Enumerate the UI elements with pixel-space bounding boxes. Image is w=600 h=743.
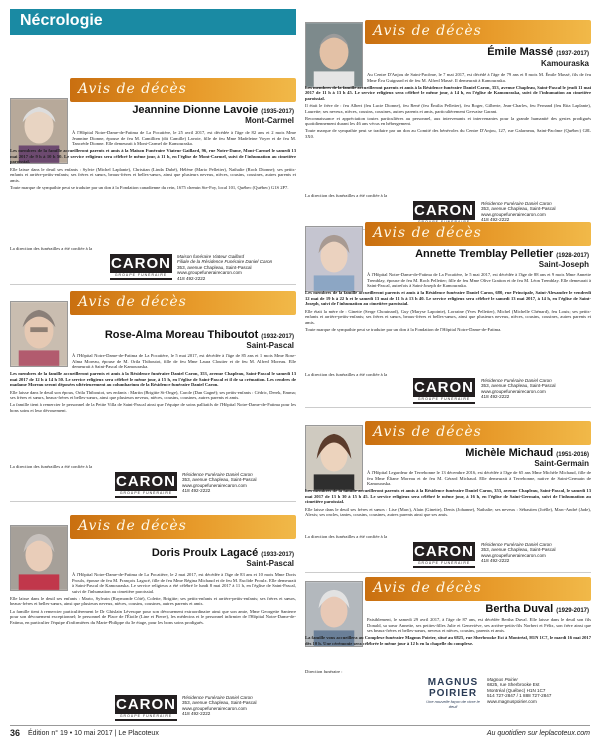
website-link[interactable]: Au quotidien sur leplacoteux.com (486, 730, 590, 737)
caron-logo: CARON GROUPE FUNÉRAIRE (110, 254, 172, 280)
notice-banner-label: Avis de décès (78, 81, 187, 97)
direction-label: Direction funéraire : (305, 669, 343, 674)
deceased-place: Mont-Carmel (245, 116, 294, 125)
notice-banner-label: Avis de décès (373, 23, 482, 39)
deceased-place: Saint-Pascal (246, 341, 294, 350)
deceased-name: Jeannine Dionne Lavoie (1935-2017) (132, 104, 294, 116)
notice-banner-label: Avis de décès (373, 225, 482, 241)
funeral-home-contact: Résidence Funéraire Daniel Caron 353, avenue Chapleau, Saint-Pascal www.groupefunerairecaron.com 418 492-2222 (481, 201, 556, 223)
deceased-name: Annette Tremblay Pelletier (1928-2017) (415, 248, 589, 260)
notice-text: Paisiblement, le samedi 29 avril 2017, à l'âge de 87 ans, est décédée Bertha Duval. Elle laisse dans le deuil son fils Donald, sa sœur Annette, ses petites-filles Julie et Geneviève, ses arrière-petits-fils Norbert et Félix, son frère ainsi que ses beaux-frères et belles-sœurs, neveux et nièces, cousins, parents et amis. La famille vous accueillera au Complexe funéraire Magnus Poirier, situé au 6825, rue Sherbrooke Est à Montréal, H1N 1C7, le mardi 16 mai 2017 dès 10 h. Une cérémonie sera célébrée le même jour à 12 h en la chapelle du complexe. (305, 617, 591, 646)
deceased-place: Saint-Joseph (538, 260, 589, 269)
notice-banner-label: Avis de décès (78, 294, 187, 310)
funeral-home-contact: Résidence Funéraire Daniel Caron 353, avenue Chapleau, Saint-Pascal www.groupefunerairecaron.com 418 492-2222 (182, 695, 257, 717)
deceased-place: Saint-Germain (534, 459, 589, 468)
caron-logo: CARON GROUPE FUNÉRAIRE (115, 695, 177, 721)
caron-logo: CARON GROUPE FUNÉRAIRE (413, 542, 475, 568)
magnus-poirier-logo: MAGNUS POIRIER Une nouvelle façon de vivre le deuil (426, 677, 480, 709)
obituary-notice (10, 291, 296, 502)
obituary-notice (10, 515, 296, 723)
direction-label: La direction des funérailles a été confiée à la (305, 193, 388, 198)
notice-text: À l'Hôpital Notre-Dame-de-Fatima de La Pocatière, le 5 mai 2017, est décédée à l'âge de 88 ans et 9 mois Mme Annette Tremblay, épouse de feu M. Roch Pelletier; fille de feu Mme Olive Gratton et de feu M. Léon Tremblay. Elle demeurait à Saint-Pascal, autrefois à Saint-Joseph de Kamouraska. Les membres de la famille accueilleront parents et amis à la Résidence funéraire Daniel Caron, 680, rue Principale, Saint-Alexandre le vendredi 12 mai de 19 h à 22 h et le samedi 13 mai de 11 h à 13 h 40. Le service religieux sera célébré le samedi 13 mai 2017, à 14 h, en l'église de Saint-Joseph, suivi de l'inhumation au cimetière paroissial. Elle était la mère de : Ginette (Serge Chouinard), Guy (Maryse Lapointe), Lorraine (Yves Pelletier), Michel (Michelle Chénard), feu Louis; ses petits-enfants et arrière-petits-enfants; ses frères et sœurs, beaux-frères et belles-sœurs, ainsi que plusieurs neveux, nièces, cousins, cousines, autres parents et amis. Toute marque de sympathie peut se traduire par un don à la Fondation de l'Hôpital Notre-Dame-de-Fatima. (305, 272, 591, 332)
notice-text: À l'Hôpital Notre-Dame-de-Fatima de La Pocatière, le 5 mai 2017, est décédée à l'âge de 85 ans et 1 mois Mme Rose-Alma Moreau, épouse de M. Orila Thiboutot, fille de feu Mme Laura Cloutier et de feu M. Alfred Moreau. Elle demeurait à Saint-Pascal de Kamouraska. Les membres de la famille accueilleront parents et amis à la Résidence funéraire Daniel Caron, 353, avenue Chapleau, Saint-Pascal le samedi 13 mai 2017 de 12 h à 14 h 50. Le service religieux sera célébré le même jour, à 15 h, en l'église de Saint-Pascal et il de sa crémation. Les cendres de madame Moreau seront déposées ultérieurement au columbarium de la Résidence funéraire Daniel Caron. Elle laisse dans le deuil son époux, Orila Thiboutot, ses enfants : Martin (Brigitte St-Onge), Carole (Dan Gagné); ses petits-enfants : Cédric, Derek, Emma; ses frères et sœurs, beaux-frères et belles-sœurs, ainsi que plusieurs neveux, nièces, cousins, cousines, autres parents et amis. La famille tient à remercier le personnel de la Petite Villa de Saint-Pascal ainsi que l'équipe de soins palliatifs de l'Hôpital Notre-Dame-de-Fatima pour les bons soins et leur dévouement. (10, 353, 296, 413)
obituary-notice (10, 78, 296, 285)
deceased-place: Saint-Pascal (246, 559, 294, 568)
deceased-name: Doris Proulx Lagacé (1933-2017) (151, 547, 294, 559)
obituary-notice (305, 222, 591, 408)
funeral-home-contact: Maison funéraire Viateur Gaillard Filiale de la Résidence Funéraire Daniel Caron 353, avenue Chapleau, Saint-Pascal www.groupefunerairecaron.com 418 492-2222 (177, 254, 273, 281)
funeral-home-contact: Résidence Funéraire Daniel Caron 353, avenue Chapleau, Saint-Pascal www.groupefunerairecaron.com 418 492-2222 (182, 472, 257, 494)
direction-label: La direction des funérailles a été confiée à la (10, 464, 93, 469)
obituary-notice (305, 421, 591, 573)
section-title: Nécrologie (20, 12, 103, 29)
notice-text: Au Centre D'Anjou de Saint-Pacôme, le 7 mai 2017, est décédé à l'âge de 79 ans et 8 mois M. Émile Massé, fils de feu Mme Éva Guignard et de feu M. Alfred Massé. Il demeurait à Kamouraska. Les membres de la famille accueilleront parents et amis à la Résidence funéraire Daniel Caron, 353, avenue Chapleau, Saint-Pascal le jeudi 11 mai 2017 de 11 h à 13 h 45. Le service religieux sera célébré le même jour, à 14 h, en l'église de Kamouraska, suivi de l'inhumation au cimetière paroissial. Il était le frère de : feu Albert (feu Lucie Dionne), feu René (feu Émilia Pelletier), feu Roger, Gilberte, Jean-Charles, feu Fernand (feu Rita Laplante), Laurette; ses neveux, nièces, cousins, cousines, autres parents et amis, particulièrement Gervaise Garant. Reconnaissance et appréciation toutes particulières au personnel, aux intervenants et intervenantes pour la grande humanité des gestes prodigués quotidiennement durant les 46 ans vécus en hébergement. Toute marque de sympathie peut se traduire par un don au Comité des bénévoles du Centre D'Anjou, 127, rue Galarneau, Saint-Pacôme (Québec) G0L 3X0. (305, 72, 591, 139)
obituary-notice (305, 20, 591, 230)
caron-logo: CARON GROUPE FUNÉRAIRE (115, 472, 177, 498)
direction-label: La direction des funérailles a été confiée à la (10, 246, 93, 251)
funeral-home-contact: Magnus Poirier 6825, rue Sherbrooke Est Montréal (Québec) H1N 1C7 514 727-2847 / 1 888 727-2847 www.magnuspoirier.com (487, 677, 552, 704)
funeral-home-contact: Résidence Funéraire Daniel Caron 353, avenue Chapleau, Saint-Pascal www.groupefunerairecaron.com 418 492-2222 (481, 542, 556, 564)
notice-banner-label: Avis de décès (373, 424, 482, 440)
deceased-name: Bertha Duval (1929-2017) (485, 603, 589, 615)
page-number: 36 (10, 728, 21, 738)
direction-label: La direction des funérailles a été confiée à la (305, 372, 388, 377)
notice-text: À l'Hôpital Notre-Dame-de-Fatima de La Pocatière, le 2 mai 2017, est décédée à l'âge de 83 ans et 10 mois Mme Doris Proulx, épouse de feu M. François Lagacé, fille de feu Mme Régina Michaud et de feu M. Euclide Proulx. Elle demeurait à Saint-Pascal de Kamouraska. Le service religieux a été célébré le lundi 8 mai 2017 à 11 h, en l'église de Saint-Pascal, suivi de l'inhumation au cimetière paroissial. Elle laisse dans le deuil ses enfants : Mario, Sylvain (Raymonde Côté), Colette, Brigitte; ses petits-enfants et arrière-petits-enfants; ses frères et sœurs, beaux-frères et belles-sœurs, ainsi que plusieurs neveux, nièces, cousins, cousines, autres parents et amis. La famille tient à remercier particulièrement le Dr Ghislain Lévesque pour son dévouement extraordinaire ainsi que son amie, Mme Georgette Santerre pour son dévouement exceptionnel; le personnel de Place de l'Étoile (Line et Pierre), les médecins et le personnel infirmier de l'Hôpital Notre-Dame-de-Fatima, en particulier l'équipe d'infirmières du Marie-Philippe du 3e étage, pour les bons soins prodigués. (10, 572, 296, 625)
section-header (10, 9, 296, 35)
caron-logo: CARON GROUPE FUNÉRAIRE (413, 378, 475, 404)
caron-logo: CARON (413, 201, 475, 227)
deceased-place: Kamouraska (540, 59, 589, 68)
deceased-name: Michèle Michaud (1951-2016) (465, 447, 589, 459)
notice-banner-label: Avis de décès (78, 518, 187, 534)
notice-text: À l'Hôpital Notre-Dame-de-Fatima de La Pocatière, le 25 avril 2017, est décédée à l'âge de 82 ans et 2 mois Mme Jeannine Dionne, épouse de feu M. Camillien (dit Camille) Lavoie, fille de feu Mme Madeleine Voyer et de feu M. Tancrède Dionne. Elle demeurait à Mont-Carmel de Kamouraska. Les membres de la famille accueilleront parents et amis à la Maison Funéraire Viateur Gaillard, 96, rue Notre-Dame, Mont-Carmel le samedi 13 mai 2017 de 9 h à 10 h 50. Le service religieux sera célébré le même jour, à 11 h, en l'église de Mont-Carmel, suivi de l'inhumation au cimetière paroissial. Elle laisse dans le deuil ses enfants : Sylvie (Michel Laplante), Christian (Linda Dubé), Hélène (Mario Pelletier), Nathalie (Roch Dionne); ses petits-enfants et arrière-petits-enfants; ses frères et sœurs, beaux-frères et belles-sœurs, ainsi que plusieurs neveux, nièces, cousins, cousines, autres parents et amis. Toute marque de sympathie peut se traduire par un don à la Fondation canadienne du rein, 1675 chemin Ste-Foy, local 101, Québec (Québec) G1S 2P7. (10, 130, 296, 190)
direction-label: La direction des funérailles a été confiée à la (305, 534, 388, 539)
deceased-name: Émile Massé (1937-2017) (487, 46, 589, 58)
page-footer (10, 725, 590, 739)
edition-info: Édition n° 19 • 10 mai 2017 | Le Placoteux (28, 730, 159, 737)
deceased-name: Rose-Alma Moreau Thiboutot (1932-2017) (104, 329, 294, 341)
obituary-notice (305, 577, 591, 723)
funeral-home-contact: Résidence Funéraire Daniel Caron 353, avenue Chapleau, Saint-Pascal www.groupefunerairecaron.com 418 492-2222 (481, 378, 556, 400)
notice-text: À l'Hôpital Legardeur de Terrebonne le 13 décembre 2016, est décédée à l'âge de 65 ans Mme Michèle Michaud, fille de feu Mme Éliane Moreau et de feu M. Gérard Michaud. Elle demeurait à Terrebonne, native de Saint-Germain de Kamouraska. Les membres de la famille accueilleront parents et amis à la Résidence funéraire Daniel Caron, 353, avenue Chapleau, Saint-Pascal, le samedi 13 mai 2017 de 13 h 30 à 15 h 45. Le service religieux sera célébré le même jour, à 16 h, en l'église de Saint-Germain, suivi de l'inhumation au cimetière paroissial. Elle laisse dans le deuil ses frères et sœurs : Lise (Marc), Alain (Ginette), Denis (Johanne), Nathalie; ses neveux : Sébastien (Joëlle), Marc-André (Jade), Alexis; ses oncles, tantes, cousins, cousines, autres parents ainsi que ses amis. (305, 470, 591, 518)
notice-banner-label: Avis de décès (373, 580, 482, 596)
